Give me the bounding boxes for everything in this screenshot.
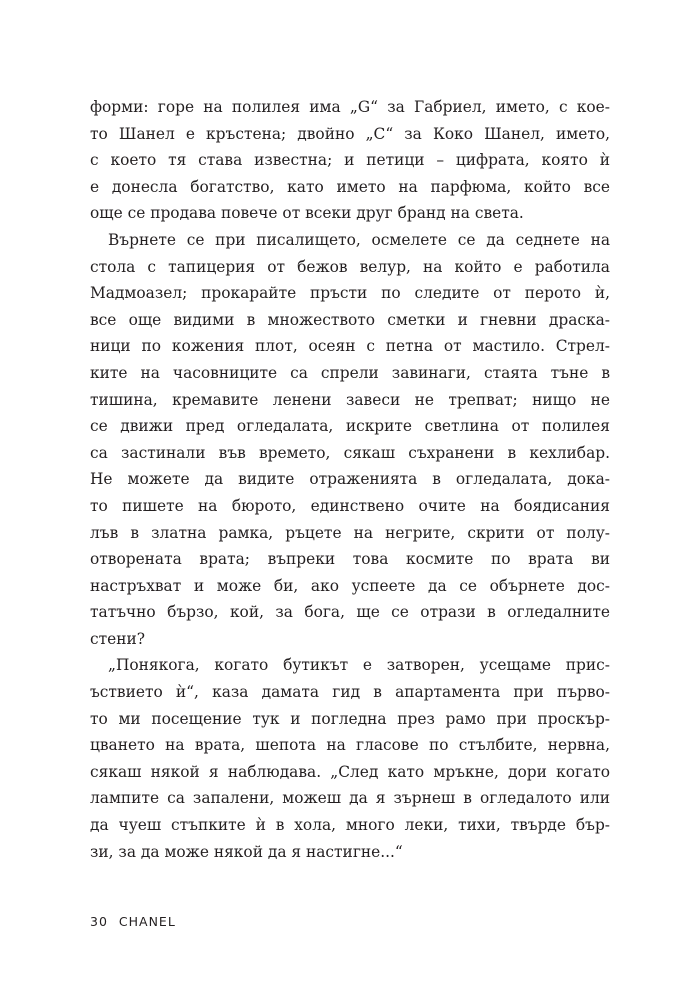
page-footer: [90, 914, 176, 929]
text-line: Мадмоазел; прокарайте пръсти по следите от перото ѝ,: [90, 284, 610, 303]
text-line: ъствието ѝ“, каза дамата гид в апартамента при първо-: [90, 683, 610, 702]
text-line: цването на врата, шепота на гласове по стълбите, нервна,: [90, 736, 610, 755]
paragraph: [90, 227, 610, 653]
body-text: [90, 94, 610, 865]
text-line: стола с тапицерия от бежов велур, на който е работила: [90, 257, 610, 276]
text-line: то пишете на бюрото, единствено очите на боядисания: [90, 496, 610, 515]
text-line: Върнете се при писалището, осмелете се да седнете на: [108, 230, 610, 249]
text-line: „Понякога, когато бутикът е затворен, усещаме прис-: [108, 656, 610, 675]
running-title: CHANEL: [118, 914, 176, 929]
text-line: отворената врата; въпреки това космите по врата ви: [90, 550, 610, 569]
text-line: лампите са запалени, можеш да я зърнеш в огледалото или: [90, 789, 610, 808]
text-line: Не можете да видите отраженията в огледалата, дока-: [90, 470, 610, 489]
paragraph: [90, 94, 610, 227]
text-line: то ми посещение тук и погледна през рамо при проскър-: [90, 709, 610, 728]
text-line: с което тя става известна; и петици – цифрата, която ѝ: [90, 151, 610, 170]
text-line: все още видими в множеството сметки и гневни драска-: [90, 310, 610, 329]
page-number: 30: [90, 914, 108, 929]
text-line: стени?: [90, 629, 146, 648]
text-line: се движи пред огледалата, искрите светлина от полилея: [90, 417, 610, 436]
text-line: зи, за да може някой да я настигне...“: [90, 842, 403, 861]
text-line: още се продава повече от всеки друг бранд на света.: [90, 204, 524, 223]
text-line: да чуеш стъпките ѝ в хола, много леки, тихи, твърде бър-: [90, 816, 610, 835]
text-line: форми: горе на полилея има „G“ за Габриел, името, с кое-: [90, 98, 610, 116]
text-line: ници по кожения плот, осеян с петна от мастило. Стрел-: [90, 337, 610, 356]
text-line: сякаш някой я наблюдава. „След като мръкне, дори когато: [90, 762, 610, 781]
paragraph: [90, 652, 610, 865]
text-line: са застинали във времето, сякаш съхранени в кехлибар.: [90, 443, 610, 462]
text-line: татъчно бързо, кой, за бога, ще се отрази в огледалните: [90, 603, 610, 622]
text-line: ките на часовниците са спрели завинаги, стаята тъне в: [90, 363, 610, 382]
text-line: лъв в златна рамка, ръцете на негрите, скрити от полу-: [90, 523, 610, 542]
text-line: то Шанел е кръстена; двойно „С“ за Коко Шанел, името,: [90, 124, 610, 143]
text-line: е донесла богатство, като името на парфюма, който все: [90, 177, 610, 196]
text-line: тишина, кремавите ленени завеси не трепват; нищо не: [90, 390, 610, 409]
text-line: настръхват и може би, ако успеете да се обърнете дос-: [90, 576, 610, 595]
